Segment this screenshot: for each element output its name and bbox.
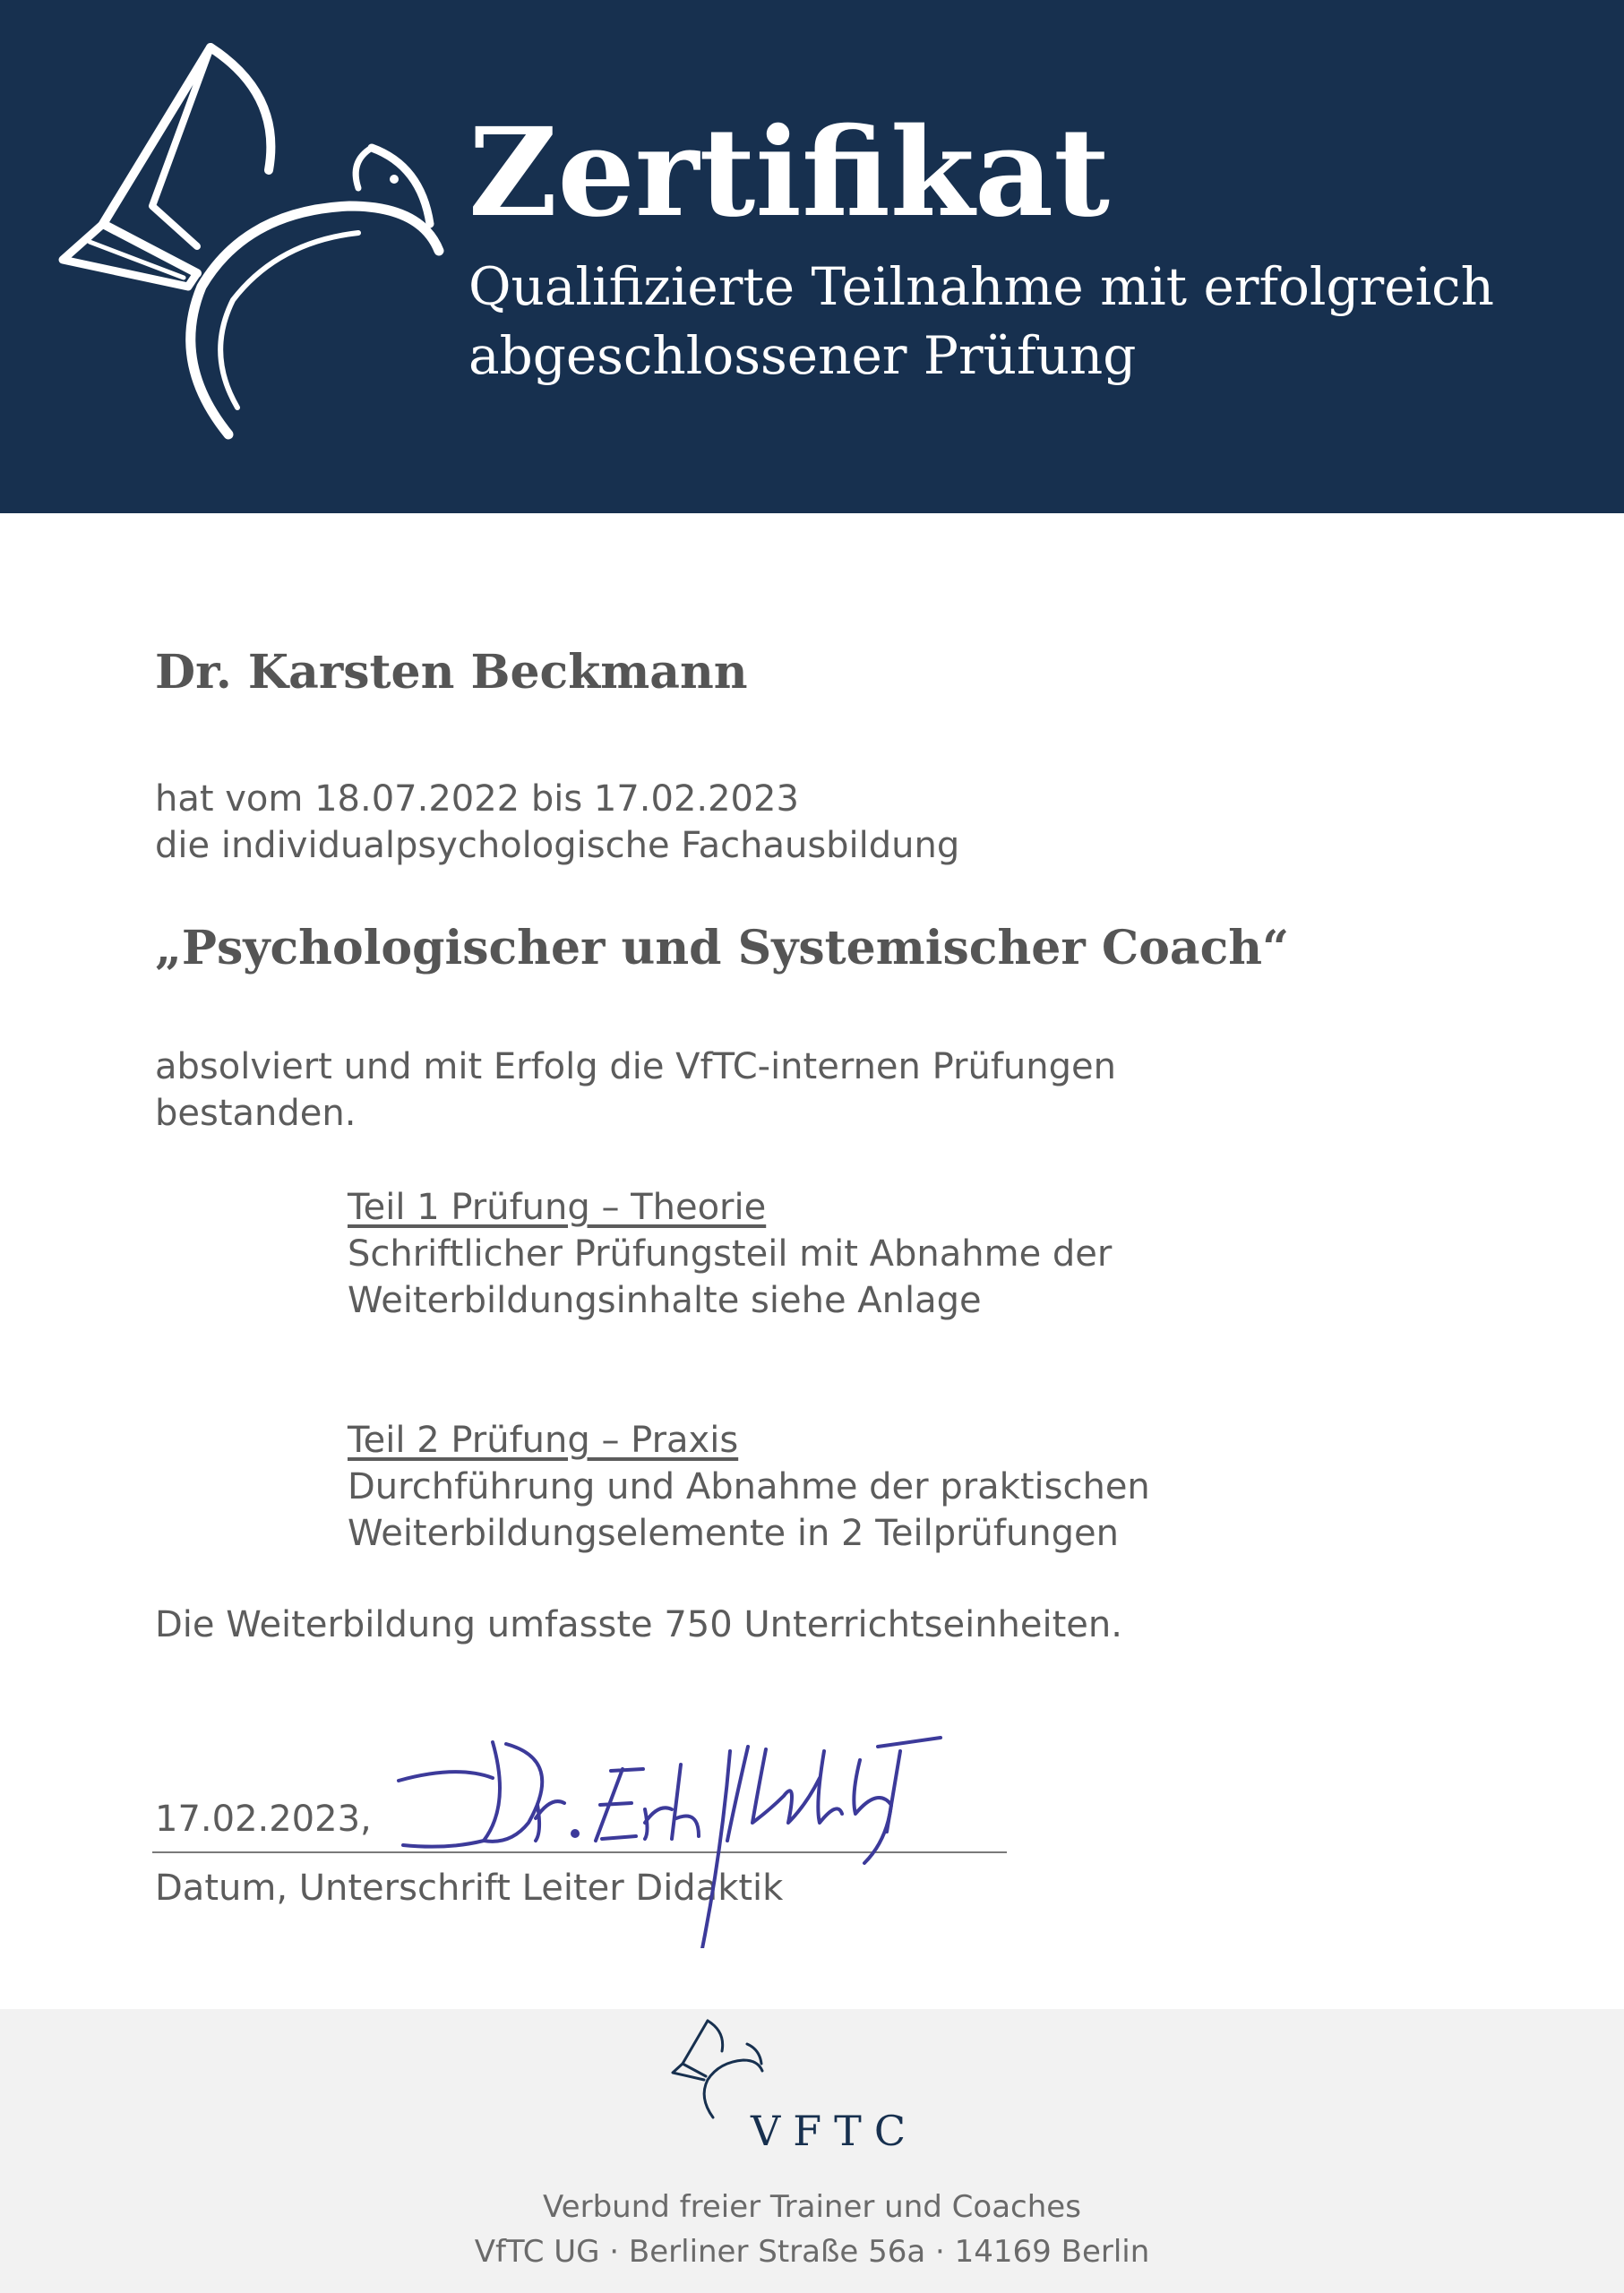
exam-part-1-description: Weiterbildungsinhalte siehe Anlage bbox=[348, 1280, 982, 1321]
period-text: hat vom 18.07.2022 bis 17.02.2023 bbox=[155, 778, 799, 820]
training-text: die individualpsychologische Fachausbildung bbox=[155, 825, 960, 866]
exam-part-2 bbox=[348, 1417, 1150, 1557]
bird-book-logo-icon bbox=[670, 2017, 765, 2121]
subtitle-line: Qualifizierte Teilnahme mit erfolgreich bbox=[468, 256, 1494, 317]
hours-text: Die Weiterbildung umfasste 750 Unterrichtseinheiten. bbox=[155, 1604, 1122, 1645]
footer-address: VfTC UG · Berliner Straße 56a · 14169 Berlin bbox=[474, 2234, 1150, 2270]
handwritten-signature bbox=[376, 1724, 949, 1948]
certificate-subtitle bbox=[468, 253, 1597, 391]
result-text: absolviert und mit Erfolg die VfTC-internen Prüfungen bbox=[155, 1046, 1116, 1087]
bird-book-logo-icon bbox=[54, 40, 448, 443]
exam-part-1-title: Teil 1 Prüfung – Theorie bbox=[348, 1187, 767, 1228]
exam-part-1-description: Schriftlicher Prüfungsteil mit Abnahme der bbox=[348, 1233, 1113, 1275]
exam-part-2-title: Teil 2 Prüfung – Praxis bbox=[348, 1420, 739, 1461]
footer-organization: Verbund freier Trainer und Coaches bbox=[543, 2189, 1081, 2225]
result-text: bestanden. bbox=[155, 1093, 357, 1134]
footer-brand: VFTC bbox=[751, 2107, 919, 2155]
subtitle-line: abgeschlossener Prüfung bbox=[468, 325, 1137, 386]
certificate-title: Zertifikat bbox=[468, 101, 1110, 245]
recipient-name: Dr. Karsten Beckmann bbox=[155, 645, 748, 700]
exam-part-1 bbox=[348, 1184, 1112, 1324]
exam-part-2-description: Durchführung und Abnahme der praktischen bbox=[348, 1466, 1150, 1507]
signature-date: 17.02.2023, bbox=[155, 1799, 372, 1840]
exam-part-2-description: Weiterbildungselemente in 2 Teilprüfungen bbox=[348, 1513, 1120, 1554]
signature-caption: Datum, Unterschrift Leiter Didaktik bbox=[155, 1868, 784, 1909]
program-title: „Psychologischer und Systemischer Coach“ bbox=[155, 921, 1290, 975]
